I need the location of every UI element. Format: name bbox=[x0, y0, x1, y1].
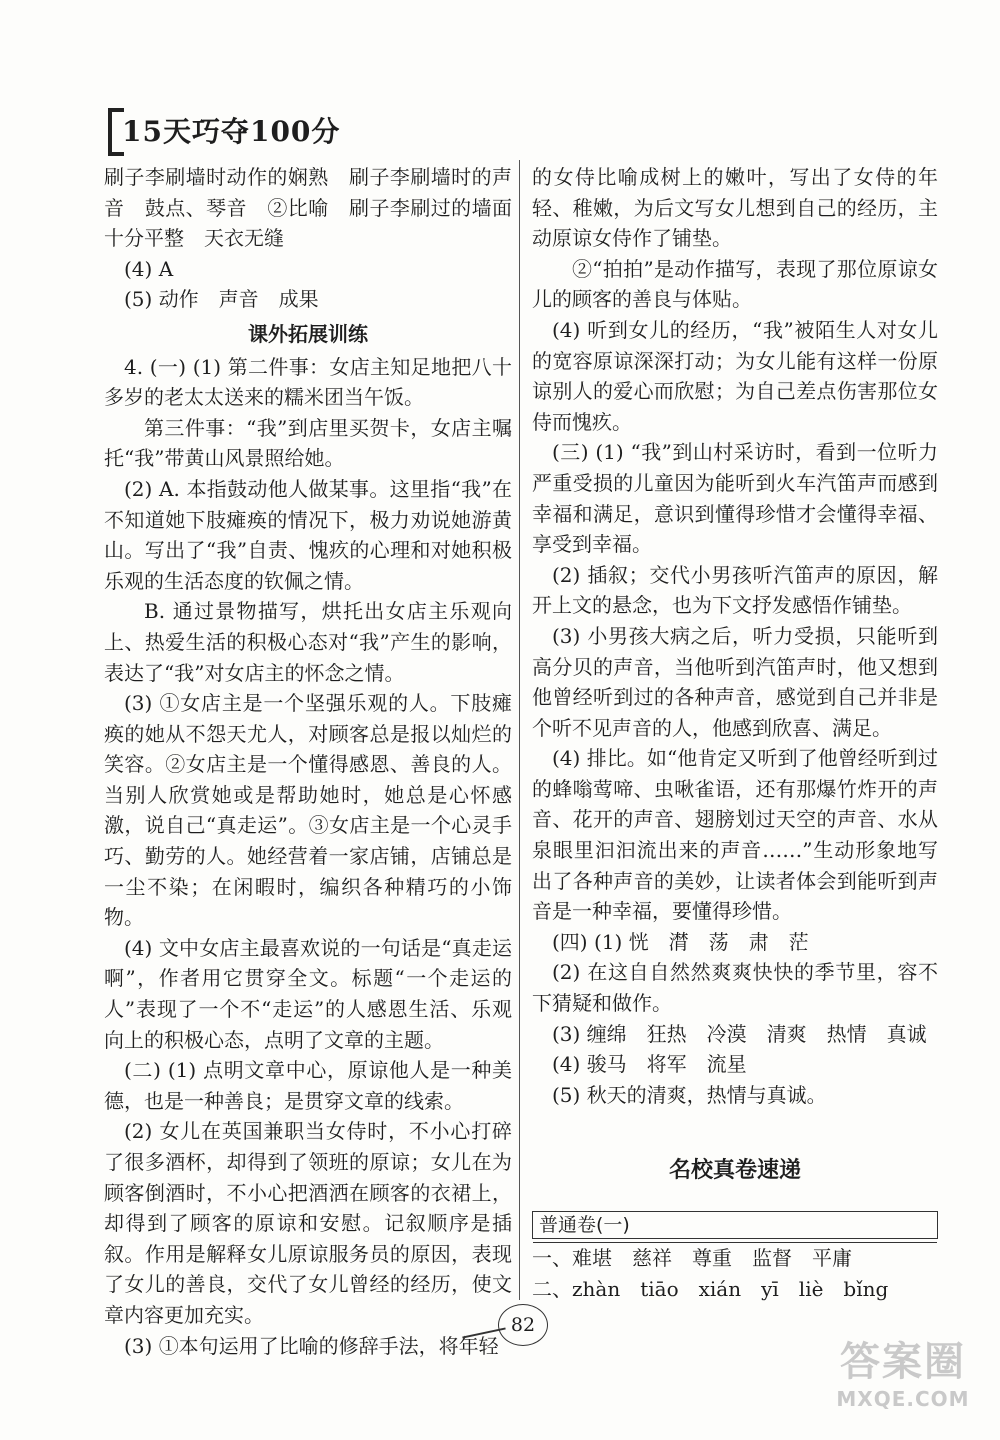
paragraph: (2) A. 本指鼓动他人做某事。这里指“我”在不知道她下肢瘫痪的情况下，极力劝说她游黄山。写出了“我”自责、愧疚的心理和对她积极乐观的生活态度的钦佩之情。 bbox=[104, 476, 512, 593]
left-column bbox=[104, 162, 512, 1361]
paragraph: (5) 动作 声音 成果 bbox=[124, 287, 319, 312]
watermark bbox=[818, 1338, 988, 1428]
paper-label: 普通卷(一) bbox=[532, 1211, 938, 1239]
paragraph: (3) 缠绵 狂热 冷漠 清爽 热情 真诚 bbox=[552, 1021, 927, 1046]
paragraph: (四) (1) 恍 潸 荡 肃 茫 bbox=[552, 929, 809, 954]
paragraph: (2) 女儿在英国兼职当女侍时，不小心打碎了很多酒杯，却得到了领班的原谅；女儿在为顾客倒酒时，不小心把酒洒在顾客的衣裙上，却得到了顾客的原谅和安慰。记叙顺序是插叙。作用是解释女儿原谅服务员的原因，表现了女儿的善良，交代了女儿曾经的经历，使文章内容更加充实。 bbox=[104, 1119, 512, 1327]
paragraph: (三) (1) “我”到山村采访时，看到一位听力严重受损的儿童因为能听到火车汽笛声而感到幸福和满足，意识到懂得珍惜才会懂得幸福、享受到幸福。 bbox=[532, 440, 938, 557]
watermark-url: MXQE.COM bbox=[836, 1387, 970, 1411]
book-header bbox=[108, 108, 408, 154]
watermark-logo-text: 答案圈 bbox=[840, 1339, 966, 1385]
paragraph: 一、难堪 慈祥 尊重 监督 平庸 bbox=[532, 1246, 852, 1270]
book-title: 15天巧夺100分 bbox=[122, 115, 341, 148]
paragraph: (4) 排比。如“他肯定又听到了他曾经听到过的蜂嗡莺啼、虫啾雀语，还有那爆竹炸开的声音、花开的声音、翅膀划过天空的声音、水从泉眼里汩汩流出来的声音……”生动形象地写出了各种声音的美妙，让读者体会到能听到声音是一种幸福，要懂得珍惜。 bbox=[532, 746, 938, 924]
section-title: 名校真卷速递 bbox=[668, 1158, 801, 1184]
paragraph: (3) 小男孩大病之后，听力受损，只能听到高分贝的声音，当他听到汽笛声时，他又想到他曾经听到过的各种声音，感觉到自己并非是个听不见声音的人，他感到欣喜、满足。 bbox=[532, 623, 938, 740]
paragraph: (4) 骏马 将军 流星 bbox=[552, 1052, 747, 1077]
paragraph: 二、zhàn tiāo xián yī liè bǐng bbox=[532, 1276, 889, 1301]
paragraph: (4) 听到女儿的经历，“我”被陌生人对女儿的宽容原谅深深打动；为女儿能有这样一份原谅别人的爱心而欣慰；为自己差点伤害那位女侍而愧疚。 bbox=[532, 317, 938, 434]
paragraph: 的女侍比喻成树上的嫩叶，写出了女侍的年轻、稚嫩，为后文写女儿想到自己的经历，主动原谅女侍作了铺垫。 bbox=[532, 165, 938, 251]
paragraph: 4. (一) (1) 第二件事：女店主知足地把八十多岁的老太太送来的糯米团当午饭。 bbox=[104, 354, 512, 410]
section-title: 课外拓展训练 bbox=[248, 321, 368, 346]
paragraph: B. 通过景物描写，烘托出女店主乐观向上、热爱生活的积极心态对“我”产生的影响，表达了“我”对女店主的怀念之情。 bbox=[104, 599, 512, 685]
paragraph: (3) ①本句运用了比喻的修辞手法，将年轻 bbox=[124, 1333, 499, 1358]
page-number: 82 bbox=[498, 1304, 548, 1346]
paragraph: (二) (1) 点明文章中心，原谅他人是一种美德，也是一种善良；是贯穿文章的线索。 bbox=[104, 1058, 512, 1113]
paragraph: ②“拍拍”是动作描写，表现了那位原谅女儿的顾客的善良与体贴。 bbox=[532, 256, 938, 312]
paragraph: (2) 在这自自然然爽爽快快的季节里，容不下猜疑和做作。 bbox=[532, 960, 938, 1016]
paragraph: (3) ①女店主是一个坚强乐观的人。下肢瘫痪的她从不怨天尤人，对顾客总是报以灿烂的笑容。②女店主是一个懂得感恩、善良的人。当别人欣赏她或是帮助她时，她总是心怀感激，说自己“真走运”。③女店主是一个心灵手巧、勤劳的人。她经营着一家店铺，店铺总是一尘不染；在闲暇时，编织各种精巧的小饰物。 bbox=[104, 691, 512, 930]
paragraph: (5) 秋天的清爽，热情与真诚。 bbox=[552, 1082, 827, 1107]
right-column bbox=[532, 162, 938, 1304]
paragraph: 第三件事：“我”到店里买贺卡，女店主嘱托“我”带黄山风景照给她。 bbox=[104, 415, 512, 471]
paragraph: (4) 文中女店主最喜欢说的一句话是“真走运啊”，作者用它贯穿全文。标题“一个走运的人”表现了一个不“走运”的人感恩生活、乐观向上的积极心态，点明了文章的主题。 bbox=[104, 935, 512, 1052]
column-divider bbox=[519, 160, 520, 1300]
paragraph: (4) A bbox=[124, 256, 174, 281]
paragraph: (2) 插叙；交代小男孩听汽笛声的原因，解开上文的悬念，也为下文抒发感悟作铺垫。 bbox=[532, 562, 938, 618]
page-number-badge bbox=[462, 1300, 572, 1350]
paragraph: 刷子李刷墙时动作的娴熟 刷子李刷墙时的声音 鼓点、琴音 ②比喻 刷子李刷过的墙面十分平整 天衣无缝 bbox=[104, 165, 512, 251]
